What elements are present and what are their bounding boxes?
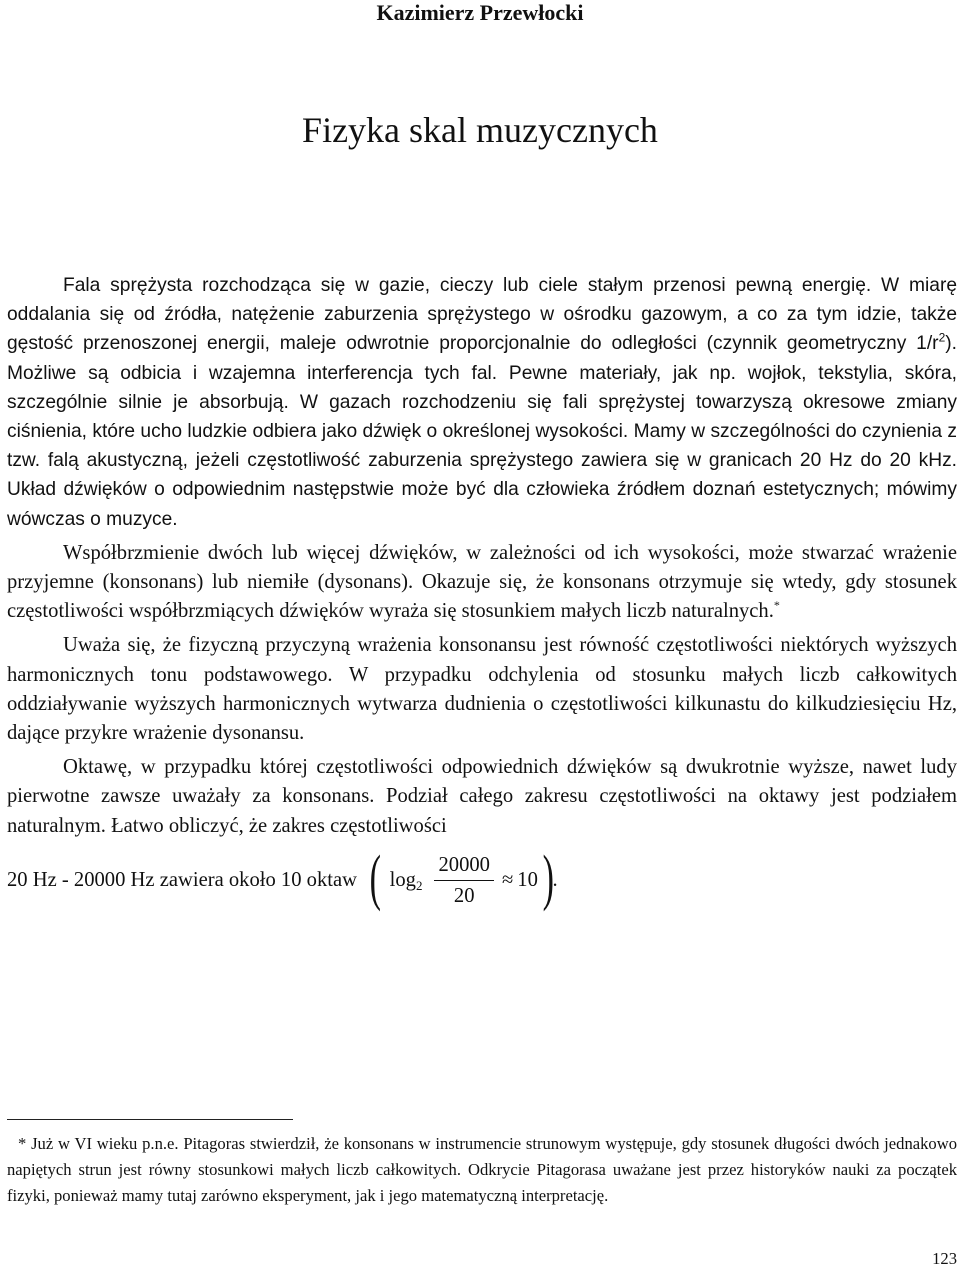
formula-lead-text: 20 Hz - 20000 Hz zawiera około 10 oktaw	[7, 869, 357, 892]
formula-log-base: 2	[415, 878, 423, 894]
formula-log: log	[389, 869, 416, 892]
octave-formula	[365, 843, 558, 912]
author-name: Kazimierz Przewłocki	[376, 0, 584, 25]
paragraph-1-part-b: ). Możliwe są odbicia i wzajemna interferencja tych fal. Pewne materiały, jak np. wojłok, tekstylia, skóra, szczególnie silnie je absorbują. W gazach rozchodzeniu się fali sprężystej towarzyszą okresowe zmiany ciśnienia, które ucho ludzkie odbiera jako dźwięk o określonej wysokości. Mamy w szczególności do czynienia z tzw. falą akustyczną, jeżeli częstotliwość zaburzenia sprężystego zawiera się w granicach 20 Hz do 20 kHz. Układ dźwięków o odpowiednim następstwie może być dla człowieka źródłem doznań estetycznych; mówimy wówczas o muzyce.	[7, 333, 957, 530]
footnote-text: * Już w VI wieku p.n.e. Pitagoras stwierdził, że konsonans w instrumencie strunowym występuje, gdy stosunek długości dwóch jednakowo napiętych strun jest równy stosunkowi małych liczb całkowitych. Odkrycie Pitagorasa uważane jest przez historyków nauki za początek fizyki, ponieważ mamy tutaj zarówno eksperyment, jak i jego matematyczną interpretację.	[7, 1134, 957, 1205]
formula-denominator: 20	[453, 885, 475, 908]
paragraph-1	[7, 271, 957, 534]
superscript-exponent: 2	[938, 331, 946, 346]
formula-fraction	[434, 852, 493, 909]
footnote-divider	[7, 1119, 293, 1120]
formula-open-paren: (	[369, 843, 382, 912]
formula-close-paren: )	[542, 843, 554, 912]
page-number: 123	[932, 1249, 957, 1268]
page-title: Fizyka skal muzycznych	[302, 110, 658, 150]
paragraph-2-text: Współbrzmienie dwóch lub więcej dźwięków, w zależności od ich wysokości, może stwarzać wrażenie przyjemne (konsonans) lub niemiłe (dysonans). Okazuje się, że konsonans otrzymuje się wtedy, gdy stosunek częstotliwości współbrzmiących dźwięków wyraża się stosunkiem małych liczb naturalnych.	[7, 541, 957, 623]
formula-end: .	[552, 869, 558, 892]
main-text	[7, 271, 957, 917]
formula-approx: ≈	[501, 869, 514, 892]
paragraph-4: Oktawę, w przypadku której częstotliwości odpowiednich dźwięków są dwukrotnie wyższe, nawet ludy pierwotne zawsze uważały za konsonans. Podział całego zakresu częstotliwości na oktawy jest podziałem naturalnym. Łatwo obliczyć, że zakres częstotliwości	[7, 756, 957, 837]
formula-result: 10	[517, 869, 538, 892]
formula-line	[7, 845, 957, 917]
footnote	[7, 1131, 957, 1209]
footnote-marker: *	[773, 598, 780, 613]
paragraph-3: Uważa się, że fizyczną przyczyną wrażenia konsonansu jest równość częstotliwości niektórych wyższych harmonicznych tonu podstawowego. W przypadku odchylenia od stosunku małych liczb całkowitych oddziaływanie wyższych harmonicznych wytwarza dudnienia o częstotliwości kilkunastu do kilkudziesięciu Hz, dające przykre wrażenie dysonansu.	[7, 634, 957, 745]
formula-numerator: 20000	[434, 852, 493, 881]
paragraph-2	[7, 539, 957, 627]
paragraph-1-part-a: Fala sprężysta rozchodząca się w gazie, cieczy lub ciele stałym przenosi pewną energię. W miarę oddalania się od źródła, natężenie zaburzenia sprężystego w ośrodku gazowym, a co za tym idzie, także gęstość przenoszonej energii, maleje odwrotnie proporcjonalnie do odległości (czynnik geometryczny 1/r	[7, 275, 957, 355]
